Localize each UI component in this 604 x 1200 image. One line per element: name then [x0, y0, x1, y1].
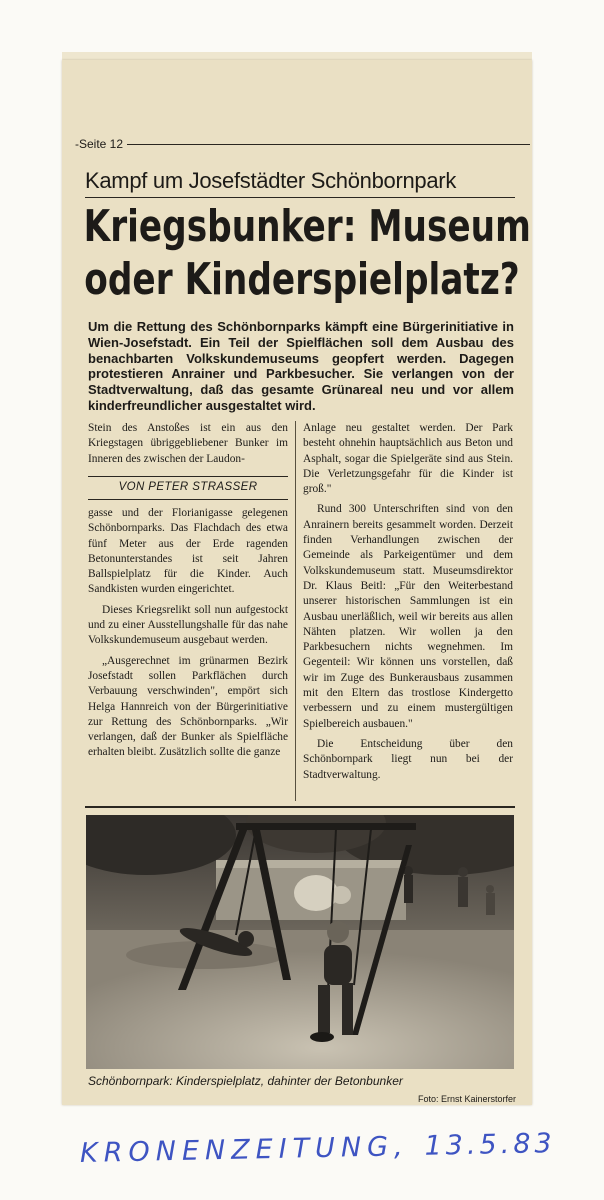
left-column-top [88, 421, 288, 467]
left-paragraph: Dieses Kriegsrelikt soll nun aufgestockt und zu einer Ausstellungshalle für das nahe Volkskundemuseum ausgebaut werden. [88, 603, 288, 647]
byline-box [88, 476, 288, 500]
photo-credit: Foto: Ernst Kainerstorfer [417, 1094, 516, 1104]
right-paragraph: Anlage neu gestaltet werden. Der Park besteht ohnehin hauptsächlich aus Beton und Asphalt, sogar die Spielgeräte sind aus Stein. Die Verletzungsgefahr für die Kinder ist groß." [303, 422, 513, 496]
article-bottom-rule [85, 806, 515, 808]
right-paragraph: Die Entscheidung über den Schönbornpark liegt nun bei der Stadtverwaltung. [303, 737, 513, 781]
headline-line-1: Kriegsbunker: Museum [83, 201, 531, 252]
left-column [88, 506, 288, 761]
left-paragraph-intro: Stein des Anstoßes ist ein aus den Kriegstagen übriggebliebener Bunker im Inneren des zwischen der Laudon- [88, 422, 288, 465]
article-lead: Um die Rettung des Schönbornparks kämpft eine Bürgerinitiative in Wien-Josefstadt. Ein Teil der Spielflächen soll dem Ausbau des benachbarten Volkskundemuseums geopfert werden. Dagegen protestieren Anrainer und Parkbesucher. Sie verlangen von der Stadtverwaltung, daß das gesamte Grünareal neu und vor allem kinderfreundlicher ausgestaltet wird. [88, 319, 514, 413]
playground-photo-image [86, 815, 514, 1069]
right-paragraph: Rund 300 Unterschriften sind von den Anrainern bereits gesammelt worden. Derzeit finden Verhandlungen zwischen der Gemeinde als Parkeigentümer und dem Volkskundemuseum statt. Museumsdirektor Dr. Klaus Beitl: „Für den Weiterbestand unserer historischen Sammlungen ist ein Ausbau unerläßlich, weil wir bereits aus allen Nähten platzen. Wir wollen ja den Parkbesuchern nichts wegnehmen. Im Gegenteil: Wir können uns vorstellen, daß wir im Zuge des Bunkerausbaus zusammen mit den Eltern das trostlose Kindergetto verbessern und zu einem mustergültigen Spielbereich ausbauen." [303, 503, 513, 730]
playground-photo [86, 815, 514, 1069]
handwritten-annotation [79, 1128, 556, 1169]
page-number: -Seite 12 [75, 137, 127, 151]
handwritten-source: KRONENZEITUNG, [79, 1131, 409, 1169]
byline-rule-top [88, 476, 288, 477]
byline-rule-bottom [88, 499, 288, 500]
page-header [75, 137, 530, 151]
column-divider [295, 421, 296, 801]
headline-line-2: oder Kinderspielplatz? [84, 254, 520, 305]
page-header-rule [75, 144, 530, 145]
kicker-rule [85, 197, 515, 198]
left-paragraph: gasse und der Florianigasse gelegenen Schönbornparks. Das Flachdach des etwa fünf Meter aus der Erde ragenden Betonunterstandes ist seit Jahren Ballspielplatz für die Kinder. Auch Sandkisten wurden eingerichtet. [88, 507, 288, 596]
left-paragraph: „Ausgerechnet im grünarmen Bezirk Josefstadt sollen Parkflächen durch Verbauung verschwinden", empört sich Helga Hannreich von der Bürgerinitiative zur Rettung des Schönbornparks. „Wir verlangen, daß der Bunker als Spielfläche erhalten bleibt. Zusätzlich sollte die ganze [88, 654, 288, 759]
handwritten-date: 13.5.83 [424, 1128, 556, 1162]
byline: VON PETER STRASSER [118, 481, 258, 493]
photo-caption: Schönbornpark: Kinderspielplatz, dahinter der Betonbunker [88, 1074, 403, 1088]
article-headline [83, 200, 531, 306]
right-column [303, 421, 513, 783]
article-kicker: Kampf um Josefstädter Schönbornpark [85, 168, 457, 193]
